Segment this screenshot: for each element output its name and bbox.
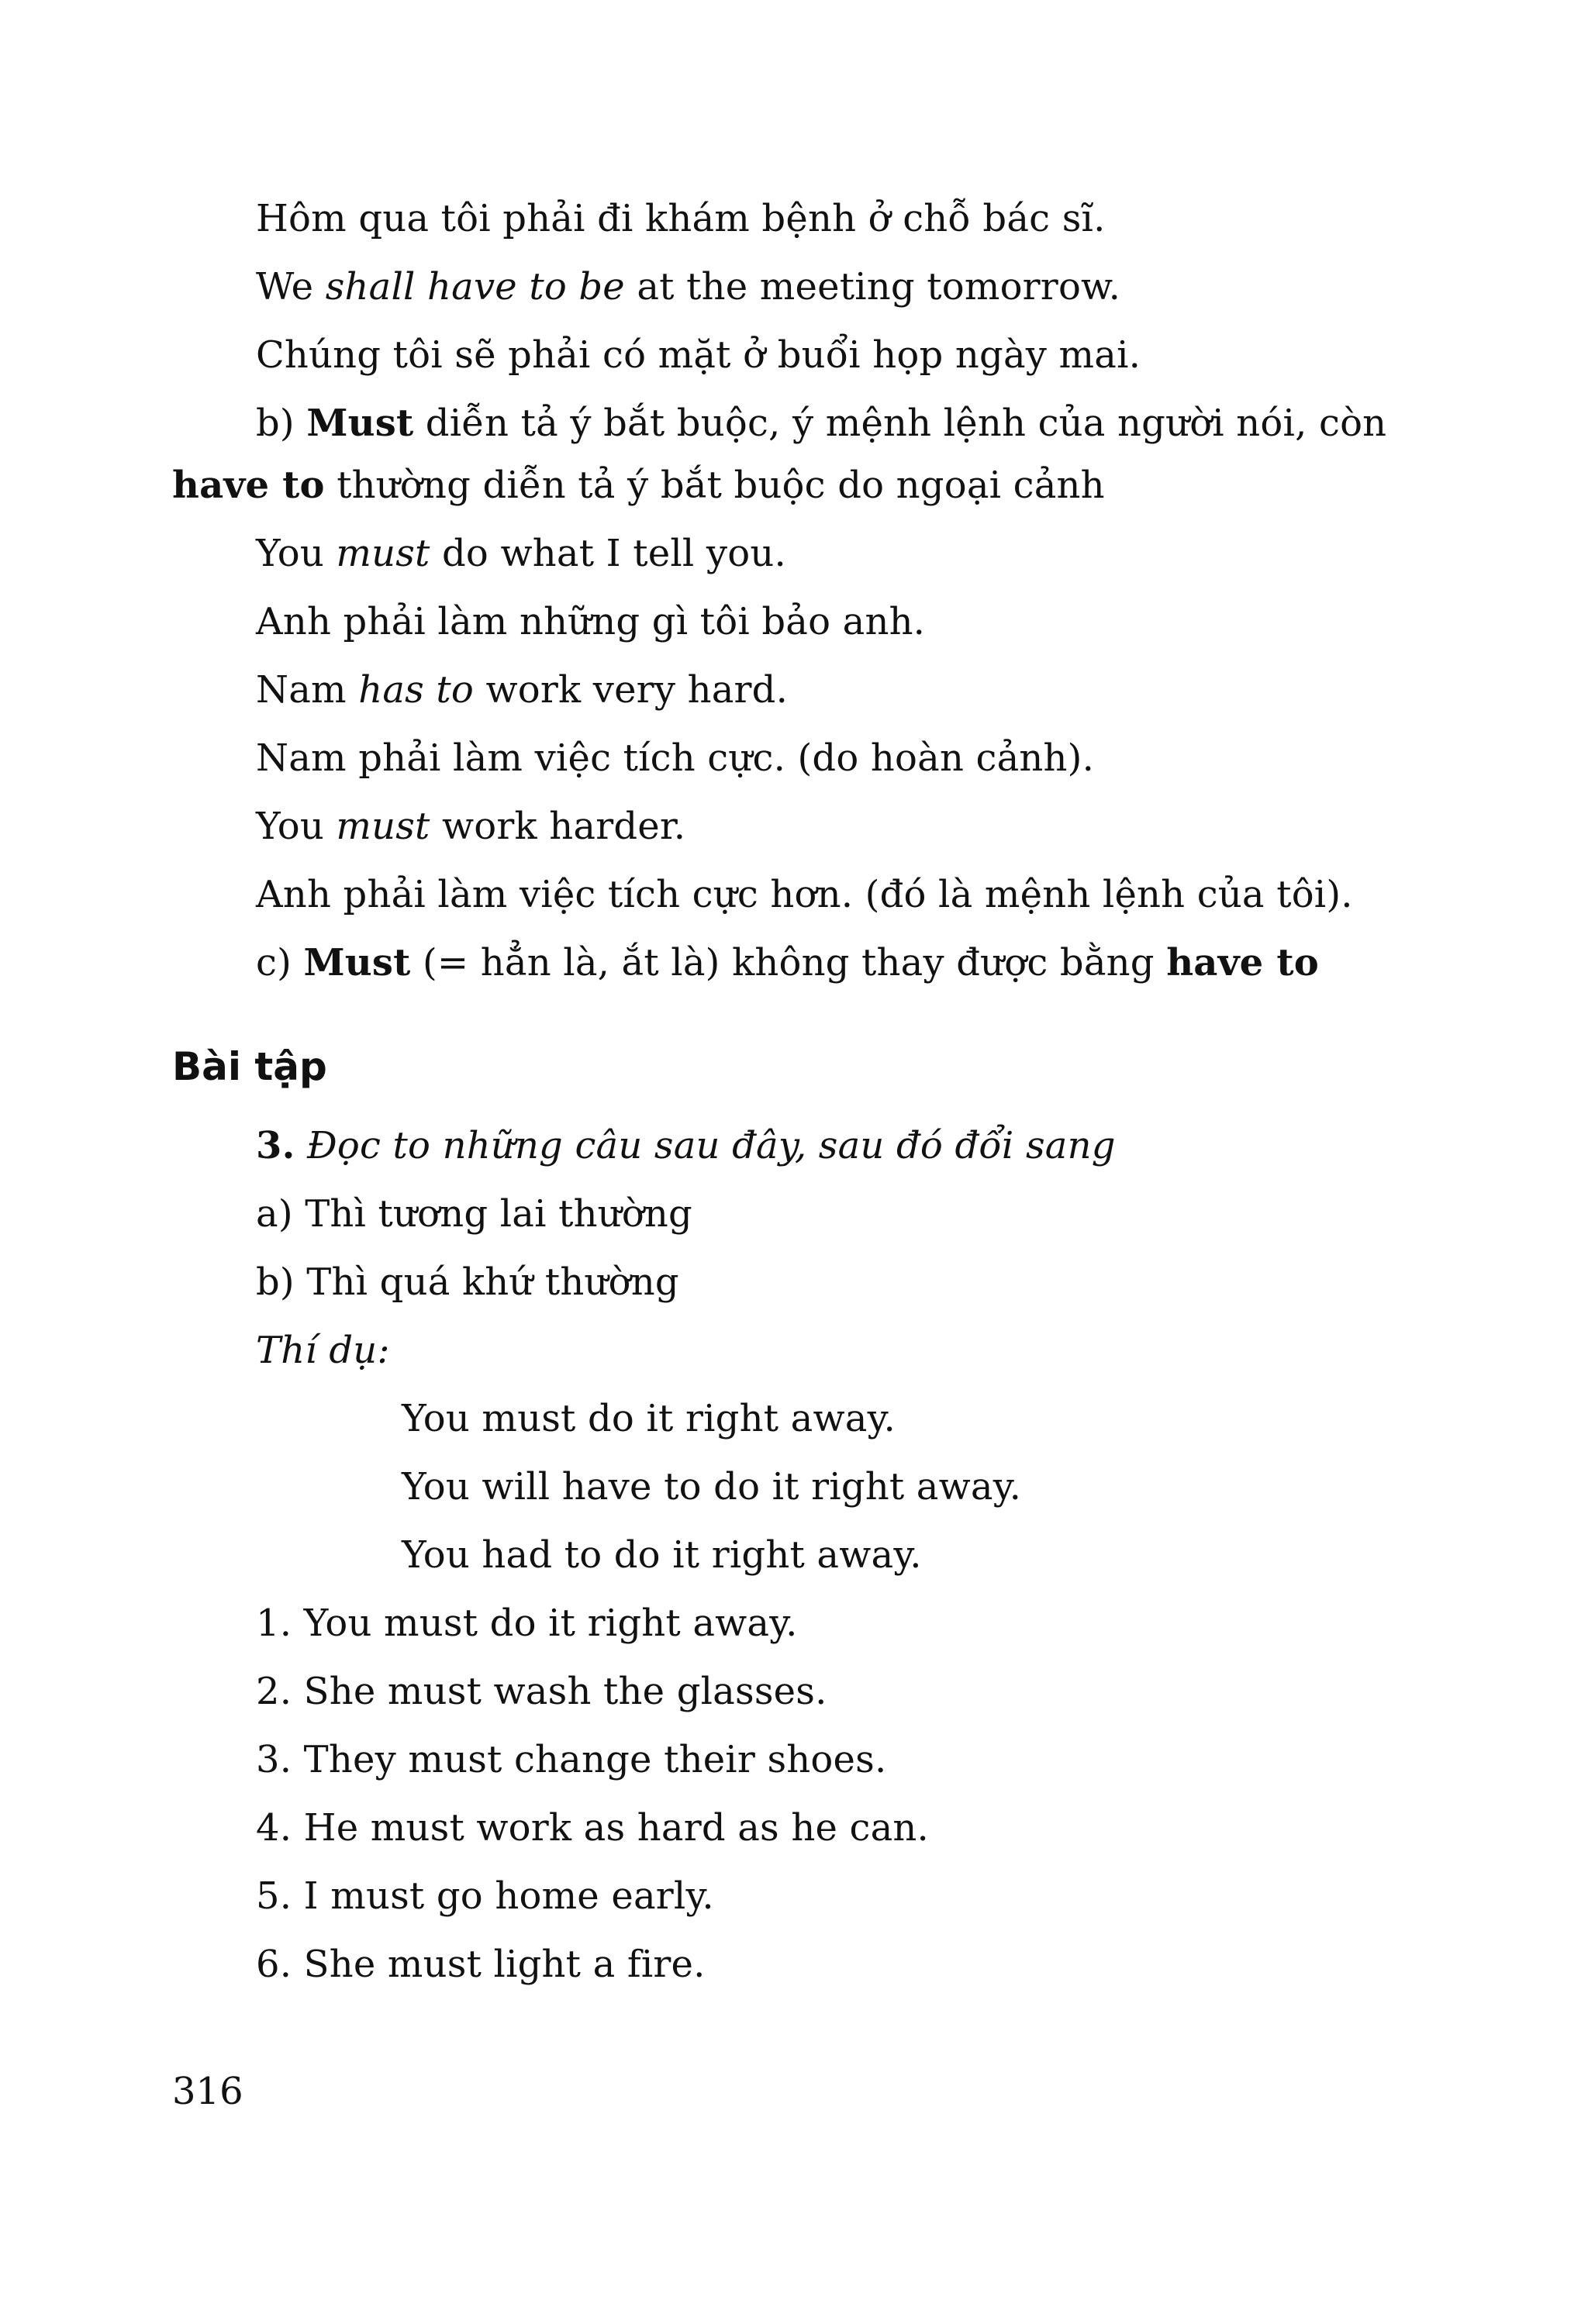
exercise-instruction (256, 1122, 1116, 1169)
example-sentence (256, 264, 1120, 310)
example-post: at the meeting tomorrow. (624, 265, 1121, 309)
translation-line: Anh phải làm những gì tôi bảo anh. (256, 600, 926, 643)
point-text: diễn tả ý bắt buộc, ý mệnh lệnh của người nói, còn (413, 402, 1387, 445)
example-post: work very hard. (474, 668, 789, 712)
point-label: c) (256, 941, 304, 984)
example-pre: We (256, 265, 326, 309)
example-emphasis: must (336, 532, 430, 575)
exercise-number: 3. (256, 1124, 295, 1167)
point-c-line (256, 940, 1319, 986)
exercise-item: 1. You must do it right away. (256, 1602, 798, 1645)
example-pre: You (256, 805, 337, 848)
translation-line: Chúng tôi sẽ phải có mặt ở buổi họp ngày mai. (256, 333, 1141, 377)
example-sentence (256, 530, 786, 577)
exercise-item: 2. She must wash the glasses. (256, 1670, 827, 1713)
keyword-must: Must (306, 402, 414, 445)
example-emphasis: shall have to be (325, 265, 625, 309)
keyword-have-to: have to (172, 464, 325, 507)
example-line: You will have to do it right away. (402, 1465, 1022, 1509)
exercise-item: 6. She must light a fire. (256, 1943, 706, 1986)
example-sentence (256, 803, 685, 850)
example-post: do what I tell you. (430, 532, 786, 575)
example-pre: Nam (256, 668, 359, 712)
point-b-line-1 (256, 400, 1386, 447)
example-post: work harder. (430, 805, 686, 848)
exercise-item: 4. He must work as hard as he can. (256, 1806, 929, 1850)
translation-line: Nam phải làm việc tích cực. (do hoàn cảnh). (256, 736, 1095, 780)
example-sentence (256, 667, 788, 713)
example-label-text: Thí dụ: (256, 1329, 390, 1372)
keyword-must: Must (303, 941, 411, 984)
point-text: (= hẳn là, ắt là) không thay được bằng (410, 941, 1167, 984)
point-b-line-2 (172, 462, 1105, 509)
exercise-item: 3. They must change their shoes. (256, 1738, 887, 1781)
example-label (256, 1327, 390, 1374)
point-text: thường diễn tả ý bắt buộc do ngoại cảnh (324, 464, 1105, 507)
exercise-heading: Bài tập (172, 1044, 327, 1089)
example-emphasis: has to (358, 668, 475, 712)
point-label: b) (256, 402, 307, 445)
page-number: 316 (172, 2070, 243, 2113)
translation-line: Hôm qua tôi phải đi khám bệnh ở chỗ bác sĩ. (256, 197, 1106, 240)
translation-line: Anh phải làm việc tích cực hơn. (đó là mệnh lệnh của tôi). (256, 873, 1353, 916)
instruction-text: Đọc to những câu sau đây, sau đó đổi sang (295, 1124, 1116, 1167)
exercise-item: 5. I must go home early. (256, 1874, 714, 1918)
keyword-have-to: have to (1166, 941, 1319, 984)
example-emphasis: must (336, 805, 430, 848)
example-pre: You (256, 532, 337, 575)
exercise-option: b) Thì quá khứ thường (256, 1260, 679, 1304)
example-line: You must do it right away. (402, 1397, 896, 1440)
example-line: You had to do it right away. (402, 1533, 922, 1577)
exercise-option: a) Thì tương lai thường (256, 1192, 692, 1236)
